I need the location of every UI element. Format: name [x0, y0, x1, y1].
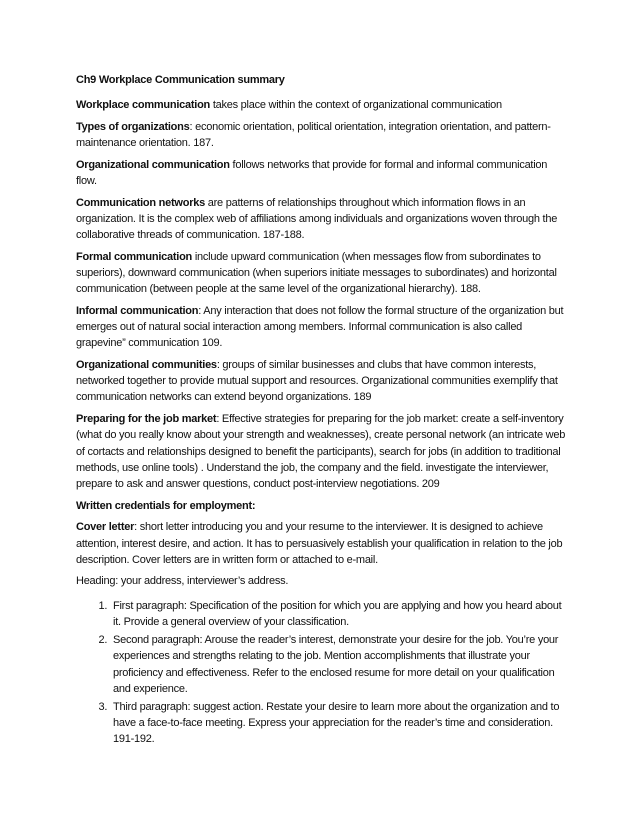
list-item-third-paragraph: 3. Third paragraph: suggest action. Restate your desire to learn more about the organization and to have a face-to-face meeting. Express your appreciation for the reader’s time and consideration. 191-192. [110, 699, 568, 748]
term-communication-networks: Communication networks [76, 196, 205, 209]
paragraph-types-of-organizations [76, 119, 568, 151]
cover-letter-paragraph-list [76, 598, 568, 748]
term-workplace-communication: Workplace communication [76, 99, 211, 112]
term-organizational-communities: Organizational communities [76, 359, 217, 372]
definition-organizational-communication: follows networks that provide for formal and informal communication flow. [76, 158, 548, 188]
definition-formal-communication: include upward communication (when messages flow from subordinates to superiors), downward communication (when superiors initiate messages to subordinates) and horizontal communication (between people at the same level of the organizational hierarchy). 188. [76, 250, 557, 296]
definition-informal-communication: : Any interaction that does not follow the formal structure of the organization but emerges out of natural social interaction among members. Informal communication is also called grapevine” communication 109. [76, 304, 564, 350]
document-title: Ch9 Workplace Communication summary [76, 74, 285, 86]
list-item-second-paragraph: 2. Second paragraph: Arouse the reader’s interest, demonstrate your desire for the job. You’re your experiences and strengths relating to the job. Mention accomplishments that illustrate your proficiency and effectiveness. Refer to the enclosed resume for more detail on your qualification and experience. [110, 632, 568, 697]
term-types-of-organizations: Types of organizations [76, 120, 190, 133]
definition-communication-networks: are patterns of relationships throughout which information flows in an organization. It is the complex web of affiliations among individuals and organizations woven through the collaborative threads of communication. 187-188. [76, 196, 558, 242]
paragraph-formal-communication [76, 249, 568, 298]
term-organizational-communication: Organizational communication [76, 158, 230, 171]
definition-organizational-communities: : groups of similar businesses and clubs that have common interests, networked together to provide mutual support and resources. Organizational communities exemplify that communication networks can extend beyond organizations. 189 [76, 359, 558, 404]
definition-preparing-for-job-market: : Effective strategies for preparing for the job market: create a self-inventory (what do you really know about your strength and weaknesses), create personal network (an intricate web of cortacts and relationships designed to benefit the participants), search for jobs (in addition to traditional methods, use online tools) . Understand the job, the company and the field. investigate the interviewer, prepare to ask and answer questions, conduct post-interview negotiations. 209 [76, 413, 566, 490]
paragraph-informal-communication [76, 303, 568, 352]
definition-cover-letter: : short letter introducing you and your resume to the interviewer. It is designed to achieve attention, interest desire, and action. It has to persuasively establish your qualification in relation to the job description. Cover letters are in written form or attached to e-mail. [76, 521, 563, 566]
definition-workplace-communication: takes place within the context of organizational communication [210, 99, 502, 112]
term-informal-communication: Informal communication [76, 304, 199, 317]
paragraph-communication-networks [76, 195, 568, 244]
term-formal-communication: Formal communication [76, 250, 193, 263]
paragraph-cover-letter [76, 519, 568, 568]
definition-types-of-organizations: : economic orientation, political orientation, integration orientation, and pattern-maintenance orientation. 187. [76, 120, 551, 150]
heading-line: Heading: your address, interviewer’s address. [76, 575, 289, 588]
term-cover-letter: Cover letter [76, 521, 135, 534]
paragraph-preparing-for-job-market [76, 411, 568, 492]
term-preparing-for-job-market: Preparing for the job market [76, 413, 217, 426]
paragraph-organizational-communities [76, 357, 568, 406]
list-item-first-paragraph: 1. First paragraph: Specification of the position for which you are applying and how you heard about it. Provide a general overview of your classification. [110, 598, 568, 630]
paragraph-workplace-communication [76, 97, 568, 113]
written-credentials-heading: Written credentials for employment: [76, 499, 256, 512]
paragraph-organizational-communication [76, 157, 568, 189]
document-body [76, 72, 568, 750]
